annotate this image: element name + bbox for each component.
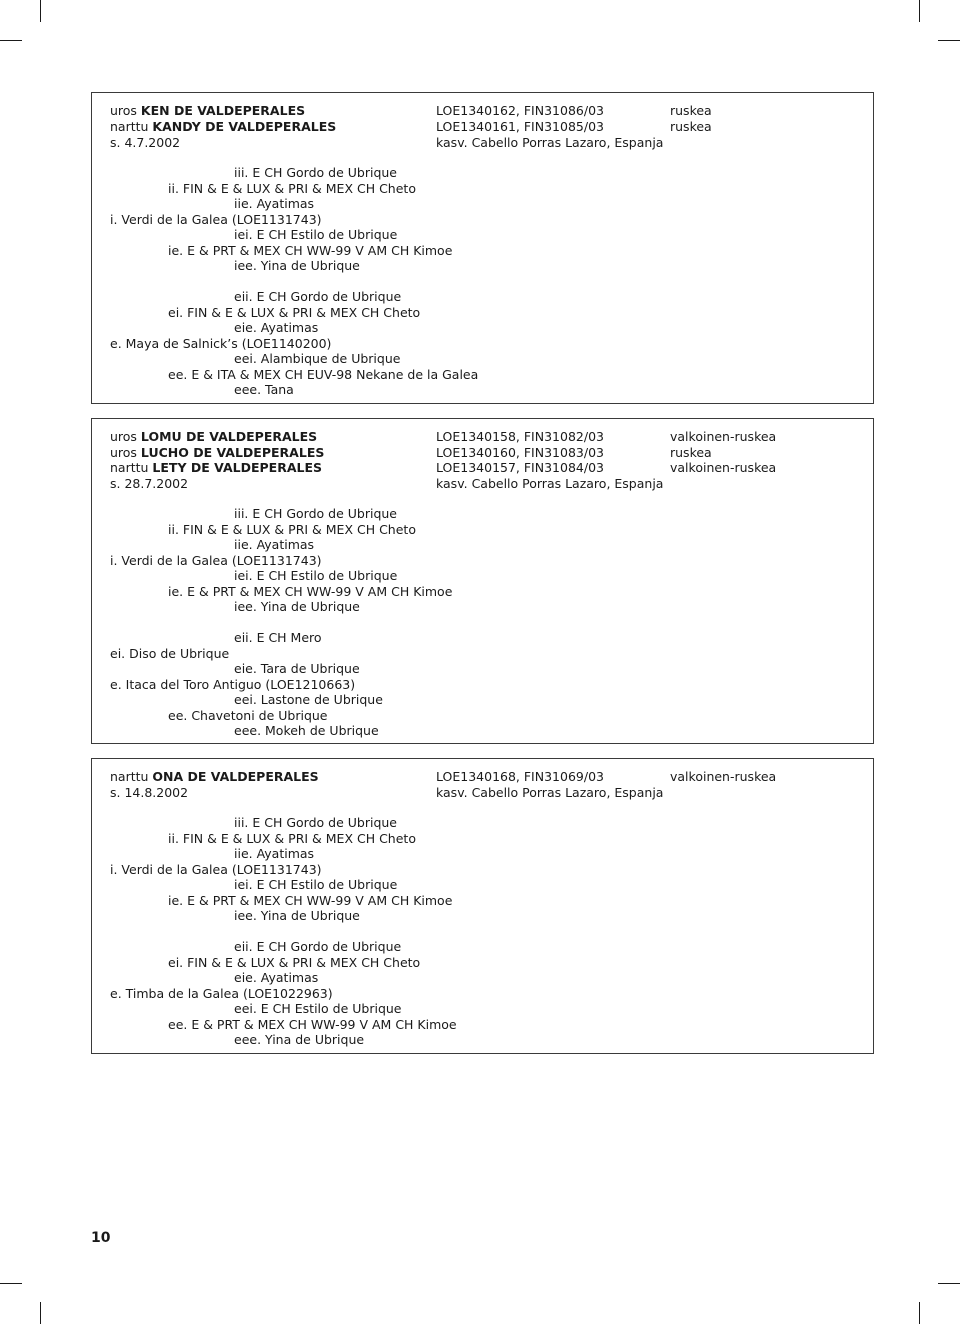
ancestor: ee. E & PRT & MEX CH WW-99 V AM CH Kimoe [168,1017,457,1032]
ancestor: ii. FIN & E & LUX & PRI & MEX CH Cheto [168,522,416,537]
ancestor: eii. E CH Gordo de Ubrique [234,289,402,304]
puppy-line: uros LOMU DE VALDEPERALES [110,429,318,444]
dam: e. Itaca del Toro Antiguo (LOE1210663) [110,677,356,692]
coat-color: valkoinen-ruskea [670,460,777,475]
crop-mark [0,1283,22,1284]
breeder: kasv. Cabello Porras Lazaro, Espanja [436,135,664,150]
registration: LOE1340157, FIN31084/03 [436,460,604,475]
registration: LOE1340168, FIN31069/03 [436,769,604,784]
breeder: kasv. Cabello Porras Lazaro, Espanja [436,476,664,491]
dam: e. Maya de Salnick’s (LOE1140200) [110,336,332,351]
ancestor: iie. Ayatimas [234,846,315,861]
page-number: 10 [91,1230,111,1246]
registration: LOE1340158, FIN31082/03 [436,429,604,444]
ancestor: eie. Ayatimas [234,970,319,985]
ancestor: iie. Ayatimas [234,537,315,552]
ancestor: eei. Alambique de Ubrique [234,351,401,366]
ancestor: eie. Tara de Ubrique [234,661,360,676]
ancestor: iie. Ayatimas [234,196,315,211]
ancestor: ii. FIN & E & LUX & PRI & MEX CH Cheto [168,181,416,196]
ancestor: ee. E & ITA & MEX CH EUV-98 Nekane de la Galea [168,367,479,382]
registration: LOE1340161, FIN31085/03 [436,119,604,134]
crop-mark [938,40,960,41]
crop-mark [919,1302,920,1324]
ancestor: eee. Tana [234,382,294,397]
litter-box [91,758,874,1054]
ancestor: iei. E CH Estilo de Ubrique [234,568,398,583]
crop-mark [40,0,41,22]
ancestor: iei. E CH Estilo de Ubrique [234,877,398,892]
ancestor: eii. E CH Gordo de Ubrique [234,939,402,954]
ancestor: eei. Lastone de Ubrique [234,692,383,707]
ancestor: iee. Yina de Ubrique [234,908,360,923]
puppy-line: uros KEN DE VALDEPERALES [110,103,306,118]
birth-date: s. 4.7.2002 [110,135,181,150]
birth-date: s. 28.7.2002 [110,476,189,491]
birth-date: s. 14.8.2002 [110,785,189,800]
ancestor: iee. Yina de Ubrique [234,599,360,614]
ancestor: ie. E & PRT & MEX CH WW-99 V AM CH Kimoe [168,584,453,599]
puppy-line: narttu KANDY DE VALDEPERALES [110,119,337,134]
dam: e. Timba de la Galea (LOE1022963) [110,986,333,1001]
puppy-line: uros LUCHO DE VALDEPERALES [110,445,325,460]
ancestor: iei. E CH Estilo de Ubrique [234,227,398,242]
coat-color: valkoinen-ruskea [670,769,777,784]
sire: i. Verdi de la Galea (LOE1131743) [110,862,322,877]
coat-color: ruskea [670,103,712,118]
puppy-line: narttu LETY DE VALDEPERALES [110,460,323,475]
sire: i. Verdi de la Galea (LOE1131743) [110,553,322,568]
ancestor: ii. FIN & E & LUX & PRI & MEX CH Cheto [168,831,416,846]
puppy-line: narttu ONA DE VALDEPERALES [110,769,319,784]
ancestor: iii. E CH Gordo de Ubrique [234,165,397,180]
crop-mark [919,0,920,22]
coat-color: valkoinen-ruskea [670,429,777,444]
sire: i. Verdi de la Galea (LOE1131743) [110,212,322,227]
registration: LOE1340160, FIN31083/03 [436,445,604,460]
ancestor: ei. FIN & E & LUX & PRI & MEX CH Cheto [168,305,421,320]
ancestor: eii. E CH Mero [234,630,322,645]
crop-mark [938,1283,960,1284]
ancestor: ei. FIN & E & LUX & PRI & MEX CH Cheto [168,955,421,970]
ancestor: ie. E & PRT & MEX CH WW-99 V AM CH Kimoe [168,893,453,908]
crop-mark [0,40,22,41]
ancestor: eee. Yina de Ubrique [234,1032,365,1047]
ancestor: eee. Mokeh de Ubrique [234,723,379,738]
ancestor: iii. E CH Gordo de Ubrique [234,815,397,830]
ancestor: ee. Chavetoni de Ubrique [168,708,328,723]
ancestor: iii. E CH Gordo de Ubrique [234,506,397,521]
ancestor: eei. E CH Estilo de Ubrique [234,1001,402,1016]
litter-box [91,418,874,744]
registration: LOE1340162, FIN31086/03 [436,103,604,118]
ancestor: eie. Ayatimas [234,320,319,335]
crop-mark [40,1302,41,1324]
ancestor: ie. E & PRT & MEX CH WW-99 V AM CH Kimoe [168,243,453,258]
coat-color: ruskea [670,445,712,460]
ancestor: ei. Diso de Ubrique [110,646,230,661]
coat-color: ruskea [670,119,712,134]
ancestor: iee. Yina de Ubrique [234,258,360,273]
litter-box [91,92,874,404]
breeder: kasv. Cabello Porras Lazaro, Espanja [436,785,664,800]
